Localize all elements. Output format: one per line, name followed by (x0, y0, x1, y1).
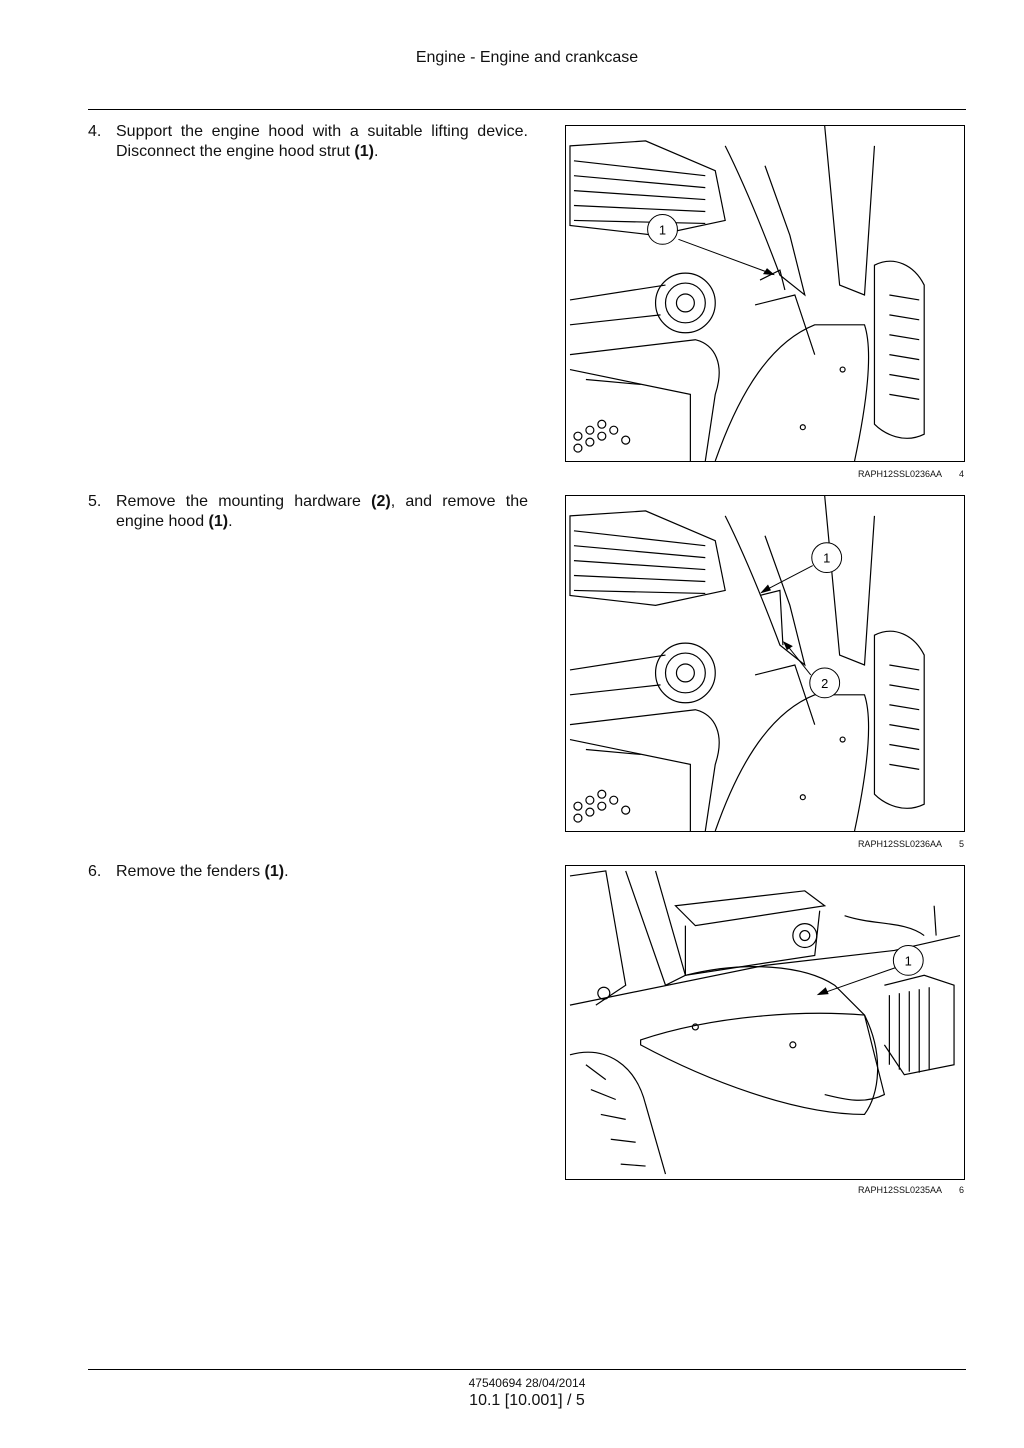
figure-code: RAPH12SSL0235AA (857, 1185, 942, 1195)
figure-number: 4 (958, 469, 964, 479)
figure-number: 5 (958, 839, 964, 849)
figure-4-illustration (565, 125, 965, 462)
step-text: Remove the fenders (1). (116, 863, 289, 880)
figure-code: RAPH12SSL0236AA (857, 469, 942, 479)
figure-4-caption (565, 469, 965, 481)
svg-text:1: 1 (823, 550, 831, 566)
figure-code: RAPH12SSL0236AA (857, 839, 942, 849)
step-number: 4. (88, 123, 102, 140)
figure-number: 6 (958, 1185, 964, 1195)
footer-page-number: 10.1 [10.001] / 5 (469, 1392, 585, 1409)
header-divider (88, 109, 966, 110)
callout-ref: (1) (208, 513, 229, 530)
callout-1-marker (760, 543, 842, 594)
footer-divider (88, 1369, 966, 1370)
figure-5-illustration (565, 495, 965, 832)
callout-ref: (1) (354, 143, 374, 160)
figure-6-caption (565, 1185, 965, 1197)
svg-text:1: 1 (658, 222, 667, 238)
step-number: 6. (88, 863, 102, 880)
page-header-title: Engine - Engine and crankcase (415, 49, 639, 66)
footer-doc-id: 47540694 28/04/2014 (468, 1376, 586, 1390)
svg-text:1: 1 (904, 953, 912, 969)
callout-ref: (1) (264, 863, 285, 880)
step-5 (88, 492, 528, 532)
svg-text:2: 2 (821, 675, 829, 691)
step-text: Support the engine hood with a suitable lifting device. Disconnect the engine hood strut (1). (116, 123, 528, 160)
figure-6-illustration (565, 865, 965, 1180)
step-6 (88, 862, 528, 882)
figure-5-caption (565, 839, 965, 851)
step-4 (88, 122, 528, 162)
callout-ref: (2) (371, 493, 391, 510)
step-text: Remove the mounting hardware (2), and remove the engine hood (1). (116, 493, 529, 530)
callout-2-marker (783, 641, 840, 698)
step-number: 5. (88, 493, 102, 510)
